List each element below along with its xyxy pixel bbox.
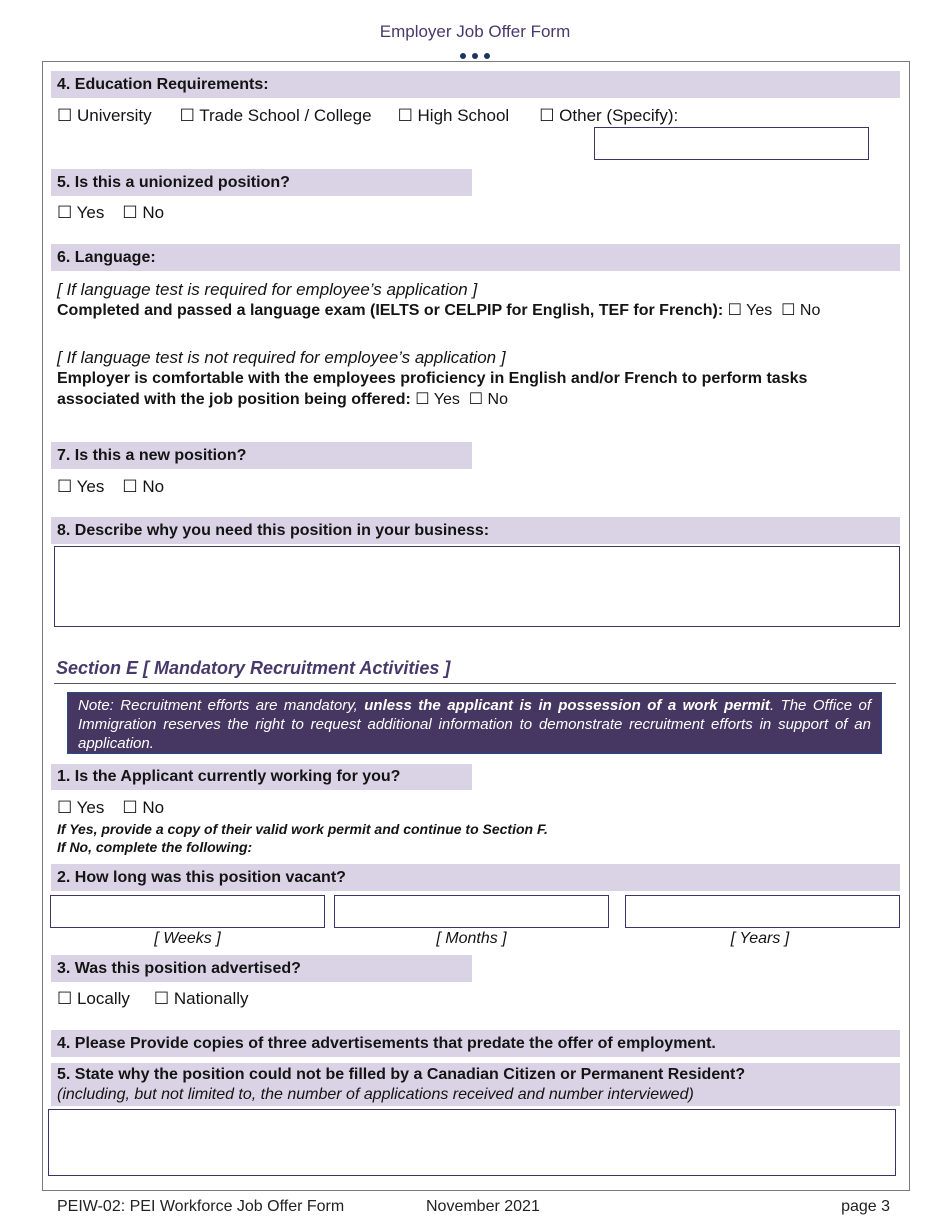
currently-working-yes[interactable]: ☐ Yes [57,798,105,817]
language-proficiency-label: Employer is comfortable with the employees proficiency in English and/or French to perform tasks associated with the job position being offered: [57,370,808,408]
new-position-header: 7. Is this a new position? [51,442,472,469]
years-label: [ Years ] [730,930,790,947]
language-header: 6. Language: [51,244,900,271]
language-proficiency-options[interactable]: ☐ Yes ☐ No [415,391,508,408]
if-no-instruction: If No, complete the following: [57,839,253,855]
advertised-locally[interactable]: ☐ Locally [57,989,130,1008]
months-label: [ Months ] [436,930,507,947]
why-not-filled-textarea[interactable] [48,1109,896,1176]
why-not-filled-subtitle: (including, but not limited to, the number of applications received and number interviewed) [57,1086,694,1103]
education-header: 4. Education Requirements: [51,71,900,98]
advertised-options [57,988,249,1010]
new-position-options [57,476,164,498]
section-e-rule [54,683,896,684]
unionized-header: 5. Is this a unionized position? [51,169,472,196]
language-note-not-required: [ If language test is not required for employee’s application ] [57,348,506,367]
option-other[interactable]: ☐ Other (Specify): [539,106,679,125]
describe-textarea[interactable] [54,546,900,627]
language-note-required: [ If language test is required for employee’s application ] [57,280,478,299]
currently-working-options [57,797,164,819]
other-specify-input[interactable] [594,127,869,160]
unionized-yes[interactable]: ☐ Yes [57,203,105,222]
unionized-no[interactable]: ☐ No [122,203,165,222]
section-e-title: Section E [ Mandatory Recruitment Activities ] [56,658,451,678]
ads-header: 4. Please Provide copies of three advertisements that predate the offer of employment. [51,1030,900,1057]
why-not-filled-header [51,1063,900,1106]
currently-working-header: 1. Is the Applicant currently working for you? [51,764,472,790]
new-position-yes[interactable]: ☐ Yes [57,477,105,496]
education-options [57,105,678,127]
language-proficiency-question [57,368,887,410]
describe-header: 8. Describe why you need this position in your business: [51,517,900,544]
language-exam-options[interactable]: ☐ Yes ☐ No [727,302,821,319]
footer-date: November 2021 [426,1198,540,1215]
unionized-options [57,202,164,224]
language-exam-question [57,300,897,321]
option-university[interactable]: ☐ University [57,106,152,125]
page-title: Employer Job Offer Form [379,22,571,41]
years-input[interactable] [625,895,900,928]
language-exam-label: Completed and passed a language exam (IELTS or CELPIP for English, TEF for French): [57,302,724,319]
months-input[interactable] [334,895,609,928]
advertised-header: 3. Was this position advertised? [51,955,472,982]
advertised-nationally[interactable]: ☐ Nationally [153,989,249,1008]
recruitment-note: Note: Recruitment efforts are mandatory, unless the applicant is in possession of a work permit. The Office of Immigration reserves the right to request additional information to demonstrate recruitment efforts in support of an application. [67,692,882,754]
new-position-no[interactable]: ☐ No [122,477,165,496]
header-dots [0,50,950,60]
option-high-school[interactable]: ☐ High School [397,106,510,125]
currently-working-no[interactable]: ☐ No [122,798,165,817]
footer-form-id: PEIW-02: PEI Workforce Job Offer Form [57,1198,345,1215]
weeks-label: [ Weeks ] [154,930,221,947]
vacant-header: 2. How long was this position vacant? [51,864,900,891]
if-yes-instruction: If Yes, provide a copy of their valid work permit and continue to Section F. [57,821,548,837]
option-trade-school[interactable]: ☐ Trade School / College [179,106,372,125]
footer-page-number: page 3 [841,1198,890,1215]
weeks-input[interactable] [50,895,325,928]
why-not-filled-title: 5. State why the position could not be filled by a Canadian Citizen or Permanent Resident? [57,1066,746,1083]
